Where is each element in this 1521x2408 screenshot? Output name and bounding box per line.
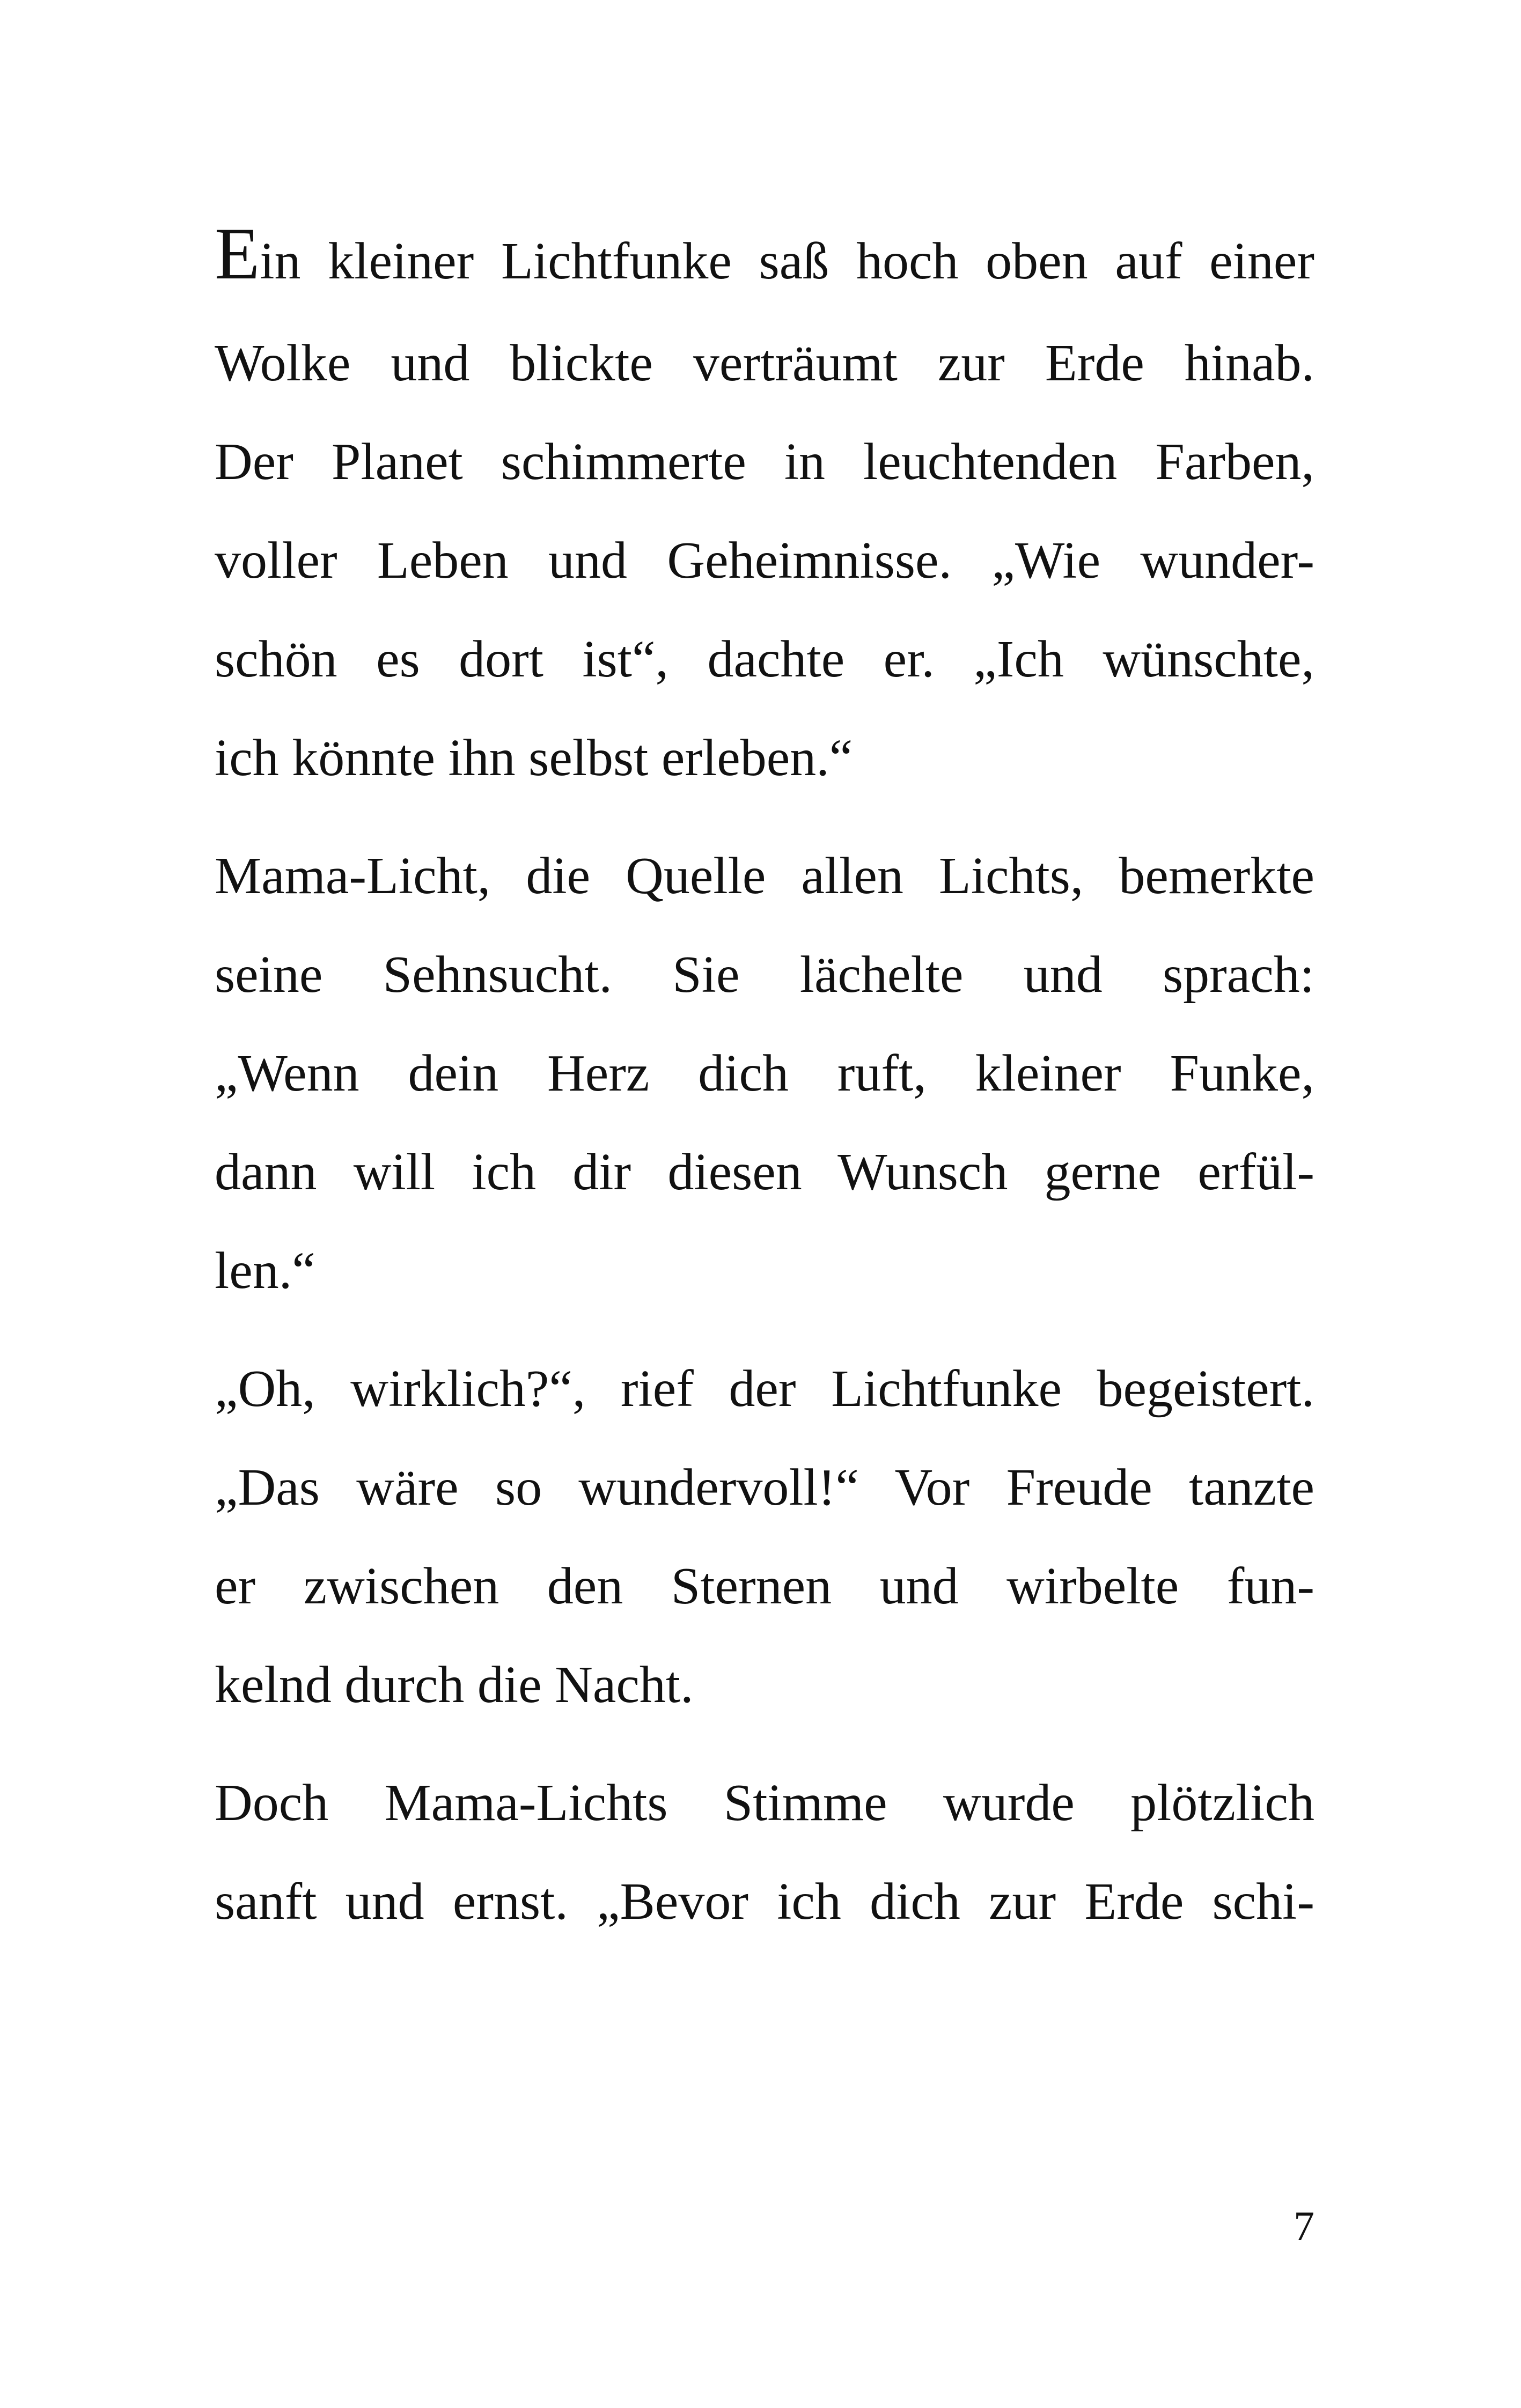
text-line: kelnd durch die Nacht. <box>215 1656 694 1714</box>
paragraph-4 <box>215 1754 1314 1951</box>
text-line: voller Leben und Geheimnisse. „Wie wunder- <box>215 532 1314 590</box>
text-line: schön es dort ist“, dachte er. „Ich wünschte, <box>215 630 1314 688</box>
text-line: sanft und ernst. „Bevor ich dich zur Erde schi- <box>215 1873 1314 1931</box>
text-line-rest: in kleiner Lichtfunke saß hoch oben auf einer <box>260 232 1314 290</box>
text-line: seine Sehnsucht. Sie lächelte und sprach: <box>215 946 1314 1004</box>
body-text <box>215 193 1314 1951</box>
text-line: „Wenn dein Herz dich ruft, kleiner Funke, <box>215 1044 1314 1102</box>
text-line: len.“ <box>215 1242 315 1300</box>
text-line: Doch Mama-Lichts Stimme wurde plötzlich <box>215 1774 1314 1832</box>
paragraph-spacer <box>215 807 1314 827</box>
paragraph-2 <box>215 827 1314 1320</box>
paragraph-3 <box>215 1339 1314 1734</box>
text-line: Wolke und blickte verträumt zur Erde hinab. <box>215 334 1314 392</box>
paragraph-spacer <box>215 1734 1314 1754</box>
drop-initial: E <box>215 212 260 294</box>
text-line: ich könnte ihn selbst erleben.“ <box>215 729 853 787</box>
text-line: Mama-Licht, die Quelle allen Lichts, bemerkte <box>215 847 1314 905</box>
text-line: „Das wäre so wundervoll!“ Vor Freude tanzte <box>215 1459 1314 1516</box>
text-line: „Oh, wirklich?“, rief der Lichtfunke begeistert. <box>215 1360 1314 1418</box>
text-line: Der Planet schimmerte in leuchtenden Farben, <box>215 433 1314 491</box>
paragraph-spacer <box>215 1320 1314 1339</box>
page-number: 7 <box>1294 2203 1314 2249</box>
text-line: dann will ich dir diesen Wunsch gerne erfül- <box>215 1143 1314 1201</box>
text-line <box>215 193 1314 314</box>
text-line: er zwischen den Sternen und wirbelte fun- <box>215 1557 1314 1615</box>
paragraph-1 <box>215 193 1314 807</box>
